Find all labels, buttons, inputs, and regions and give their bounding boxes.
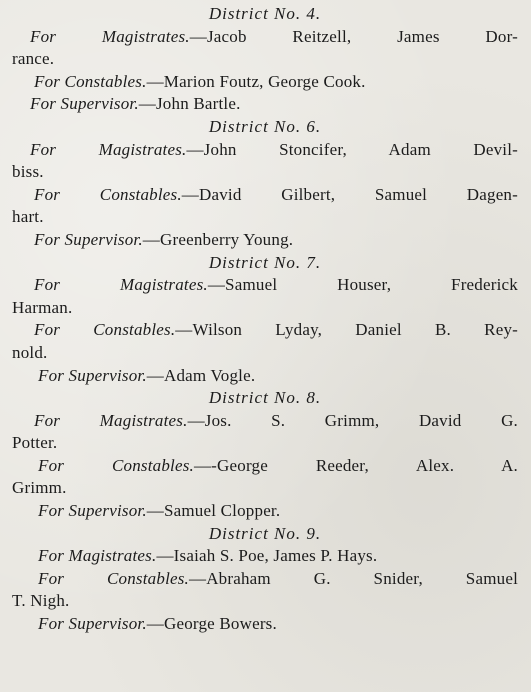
- entry-label: For Magistrates.: [30, 139, 187, 159]
- entry-continuation: Potter.: [12, 433, 58, 453]
- entry-label: For Constables.: [34, 320, 176, 340]
- entry-names: Adam Vogle.: [163, 365, 256, 385]
- entry-label: For Supervisor.: [30, 94, 139, 114]
- district-heading: District No. 9.: [208, 523, 322, 543]
- entry-dash: —: [146, 365, 164, 385]
- entry-first-line: [12, 319, 518, 342]
- entry-names: George Reeder, Alex. A.: [217, 455, 519, 475]
- entry-names: Greenberry Young.: [159, 229, 294, 249]
- entry-dash: —: [189, 568, 207, 588]
- entry-label: For Supervisor.: [34, 229, 143, 249]
- entry-continuation: biss.: [12, 162, 44, 182]
- entry-continuation: nold.: [12, 342, 48, 362]
- entry-continuation: rance.: [12, 49, 55, 69]
- entry-first-line: [12, 26, 518, 49]
- entry-first-line: [12, 568, 518, 591]
- entry-dash: —: [138, 94, 156, 114]
- entry-dash: —: [175, 320, 193, 340]
- entry-dash: —-: [193, 455, 218, 475]
- entry-label: For Constables.: [38, 455, 194, 475]
- entry-names: Samuel Houser, Frederick: [225, 275, 518, 295]
- entry-continuation: Grimm.: [12, 478, 67, 498]
- entry-names: John Bartle.: [155, 94, 241, 114]
- entry-dash: —: [146, 501, 164, 521]
- constables-entry: [12, 184, 518, 229]
- entry-first-line: [12, 274, 518, 297]
- entry-label: For Supervisor.: [38, 365, 147, 385]
- entry-first-line: [12, 410, 518, 433]
- entry-names: Isaiah S. Poe, James P. Hays.: [173, 546, 378, 566]
- entry-first-line: [12, 229, 518, 252]
- entry-continuation: T. Nigh.: [12, 591, 70, 611]
- entry-first-line: [12, 139, 518, 162]
- entry-label: For Magistrates.: [38, 546, 157, 566]
- entry-dash: —: [146, 614, 164, 634]
- supervisor-entry: [12, 229, 518, 252]
- constables-entry: [12, 319, 518, 364]
- entry-first-line: [12, 184, 518, 207]
- entry-dash: —: [189, 26, 207, 46]
- entry-continuation: Harman.: [12, 297, 73, 317]
- entry-label: For Constables.: [34, 71, 147, 91]
- entry-names: David Gilbert, Samuel Dagen-: [199, 184, 518, 204]
- entry-dash: —: [142, 229, 160, 249]
- entry-first-line: [12, 545, 518, 568]
- constables-entry: [12, 71, 518, 94]
- entry-first-line: [12, 71, 518, 94]
- entry-names: Marion Foutz, George Cook.: [163, 71, 366, 91]
- constables-entry: [12, 455, 518, 500]
- entry-dash: —: [181, 184, 199, 204]
- entry-label: For Magistrates.: [34, 410, 188, 430]
- entry-continuation: hart.: [12, 207, 44, 227]
- magistrates-entry: [12, 274, 518, 319]
- constables-entry: [12, 568, 518, 613]
- district-heading: District No. 4.: [208, 4, 322, 23]
- entry-label: For Magistrates.: [34, 275, 208, 295]
- entry-names: George Bowers.: [163, 614, 277, 634]
- entry-label: For Constables.: [34, 184, 182, 204]
- entry-first-line: [12, 613, 518, 636]
- entry-dash: —: [186, 139, 204, 159]
- entry-label: For Constables.: [38, 568, 189, 588]
- entry-label: For Supervisor.: [38, 614, 147, 634]
- entry-dash: —: [156, 546, 174, 566]
- entry-names: Wilson Lyday, Daniel B. Rey-: [192, 320, 519, 340]
- district-heading: District No. 7.: [208, 252, 322, 272]
- entry-dash: —: [146, 71, 164, 91]
- entry-label: For Magistrates.: [30, 26, 190, 46]
- magistrates-entry: [12, 410, 518, 455]
- entry-first-line: [12, 93, 518, 116]
- entry-names: John Stoncifer, Adam Devil-: [203, 139, 518, 159]
- entry-names: Jacob Reitzell, James Dor-: [206, 26, 518, 46]
- entry-names: Samuel Clopper.: [163, 501, 281, 521]
- district-heading: District No. 8.: [208, 388, 322, 408]
- entry-first-line: [12, 500, 518, 523]
- entry-names: Jos. S. Grimm, David G.: [204, 410, 518, 430]
- supervisor-entry: [12, 500, 518, 523]
- magistrates-entry: [12, 545, 518, 568]
- magistrates-entry: [12, 26, 518, 71]
- entry-label: For Supervisor.: [38, 501, 147, 521]
- nominations-column: [12, 3, 518, 636]
- supervisor-entry: [12, 613, 518, 636]
- supervisor-entry: [12, 93, 518, 116]
- entry-dash: —: [187, 410, 205, 430]
- entry-names: Abraham G. Snider, Samuel: [206, 568, 518, 588]
- magistrates-entry: [12, 139, 518, 184]
- district-heading: District No. 6.: [208, 116, 322, 136]
- entry-dash: —: [207, 275, 226, 295]
- supervisor-entry: [12, 365, 518, 388]
- entry-first-line: [12, 365, 518, 388]
- entry-first-line: [12, 455, 518, 478]
